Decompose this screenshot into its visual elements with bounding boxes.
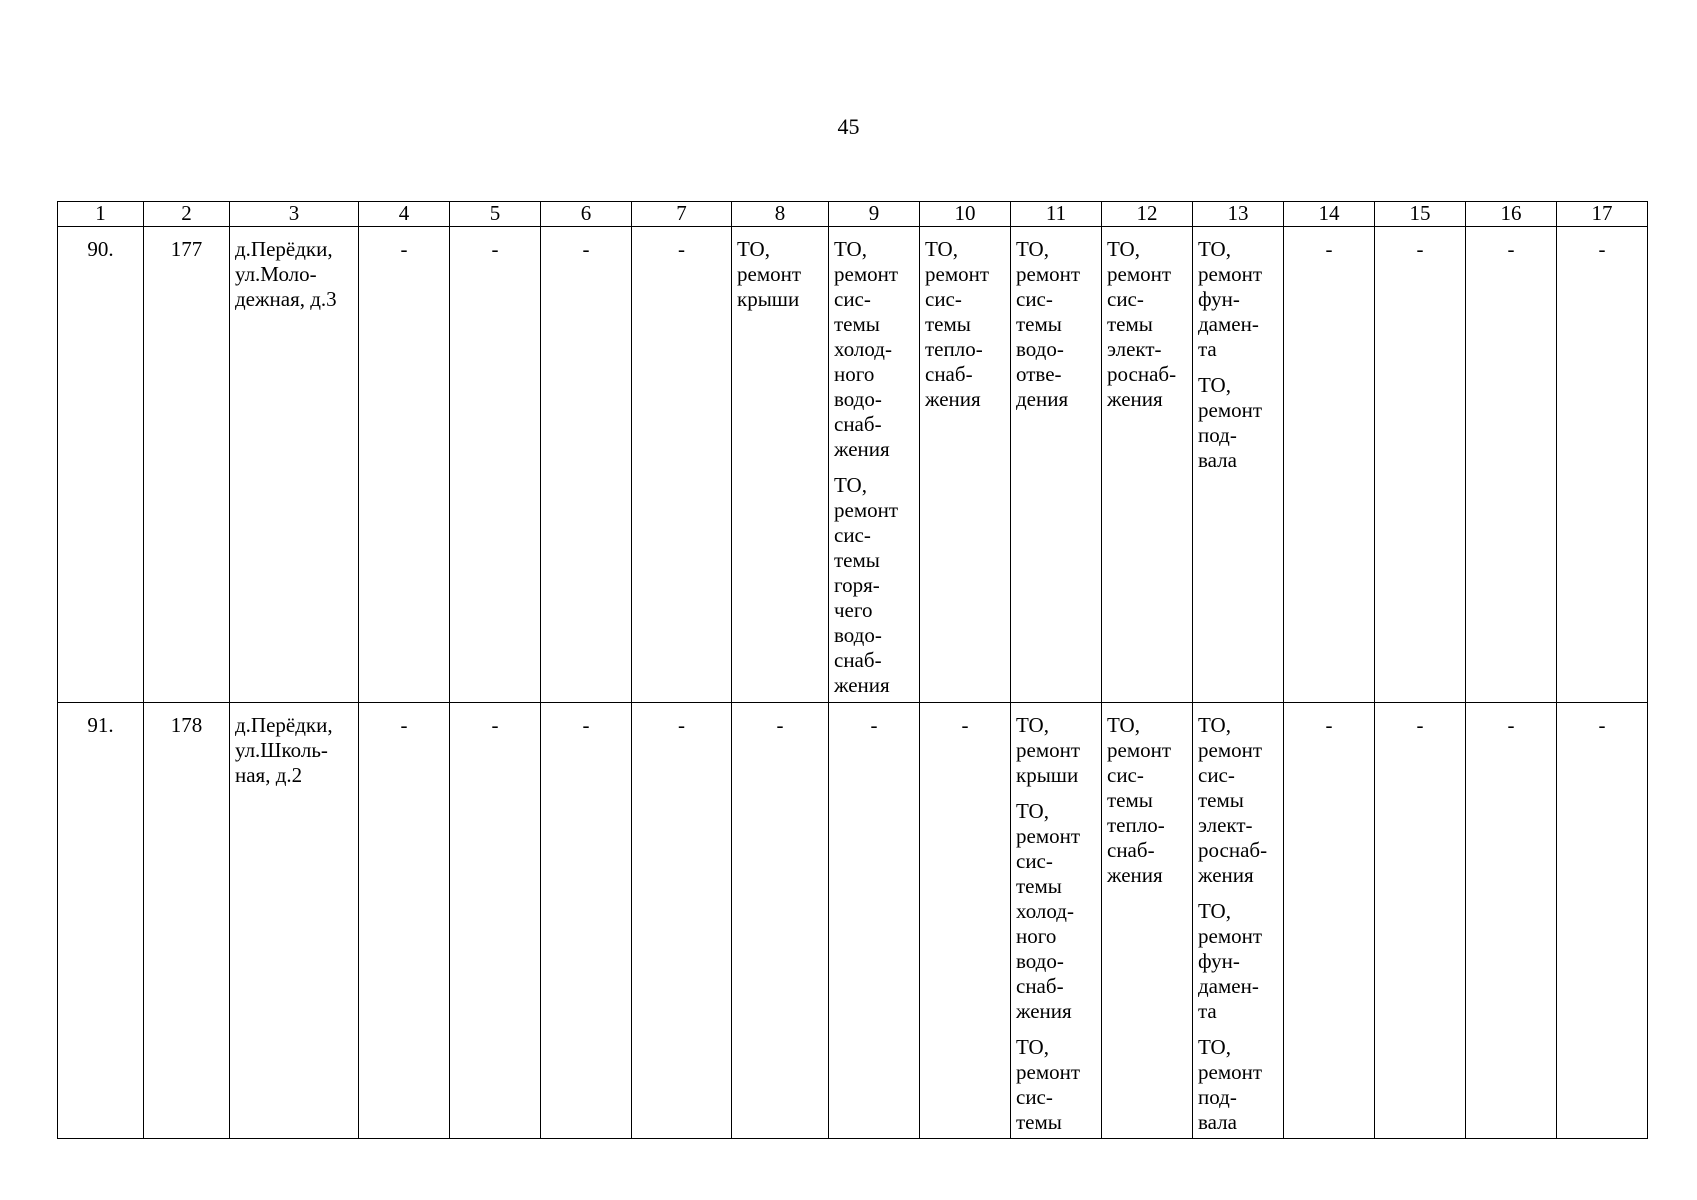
cell-text-block xyxy=(1198,237,1278,362)
cell-text-line: 91. xyxy=(87,713,114,737)
cell-text-line: - xyxy=(870,713,878,737)
cell-text-line: снаб- xyxy=(834,412,882,436)
column-number-header: 17 xyxy=(1557,202,1648,227)
cell-text-line: ремонт xyxy=(1198,262,1263,286)
row-number-cell xyxy=(58,227,144,703)
works-cell xyxy=(829,227,920,703)
works-cell xyxy=(1193,227,1284,703)
cell-text-block xyxy=(834,473,914,698)
cell-text-line: фун- xyxy=(1198,287,1240,311)
cell-text-line: снаб- xyxy=(1107,838,1155,862)
empty-dash-cell xyxy=(1375,227,1466,703)
cell-text-line: сис- xyxy=(1016,1085,1053,1109)
cell-text-line: 177 xyxy=(170,237,203,261)
works-cell xyxy=(732,227,829,703)
cell-text-line: сис- xyxy=(1016,849,1053,873)
cell-text-line: ремонт xyxy=(1198,924,1263,948)
cell-text-line: ТО, xyxy=(925,237,958,261)
cell-text-block xyxy=(235,237,353,312)
empty-dash-cell xyxy=(732,703,829,1139)
table-row xyxy=(58,703,1648,1139)
cell-text-line: ремонт xyxy=(1198,738,1263,762)
cell-text-line: ТО, xyxy=(1198,899,1231,923)
empty-dash-cell xyxy=(1557,227,1648,703)
cell-text-line: темы xyxy=(834,312,880,336)
cell-text-line: ТО, xyxy=(1016,799,1049,823)
column-number-header: 11 xyxy=(1011,202,1102,227)
cell-text-line: водо- xyxy=(1016,949,1064,973)
cell-text-line: роснаб- xyxy=(1198,838,1268,862)
column-number-header: 4 xyxy=(359,202,450,227)
cell-text-line: - xyxy=(582,237,590,261)
cell-text-block xyxy=(1289,237,1369,262)
column-number-header: 6 xyxy=(541,202,632,227)
empty-dash-cell xyxy=(1284,703,1375,1139)
empty-dash-cell xyxy=(359,703,450,1139)
column-number-header: 10 xyxy=(920,202,1011,227)
cell-text-block xyxy=(1016,713,1096,788)
column-number-header: 5 xyxy=(450,202,541,227)
column-number-header: 15 xyxy=(1375,202,1466,227)
cell-text-line: - xyxy=(1325,237,1333,261)
cell-text-line: ремонт xyxy=(1198,1060,1263,1084)
table-row xyxy=(58,227,1648,703)
cell-text-block xyxy=(1380,713,1460,738)
empty-dash-cell xyxy=(829,703,920,1139)
empty-dash-cell xyxy=(541,227,632,703)
cell-text-block xyxy=(637,237,726,262)
cell-text-line: - xyxy=(1325,713,1333,737)
column-number-header: 14 xyxy=(1284,202,1375,227)
column-number-header: 7 xyxy=(632,202,732,227)
cell-text-line: ТО, xyxy=(1198,713,1231,737)
cell-text-block xyxy=(149,713,224,738)
cell-text-line: ного xyxy=(1016,924,1057,948)
cell-text-line: элект- xyxy=(1198,813,1253,837)
cell-text-line: холод- xyxy=(1016,899,1074,923)
cell-text-line: сис- xyxy=(1107,287,1144,311)
cell-text-line: жения xyxy=(1016,999,1072,1023)
cell-text-line: - xyxy=(1507,237,1515,261)
cell-text-block xyxy=(737,237,823,312)
cell-text-line: 178 xyxy=(170,713,203,737)
cell-text-line: ремонт xyxy=(1016,824,1081,848)
cell-text-line: д.Перёдки, xyxy=(235,237,333,261)
cell-text-line: жения xyxy=(1107,863,1163,887)
cell-text-block xyxy=(1107,237,1187,412)
cell-text-line: отве- xyxy=(1016,362,1062,386)
cell-text-line: - xyxy=(491,237,499,261)
cell-text-line: ТО, xyxy=(737,237,770,261)
cell-text-line: ремонт xyxy=(834,498,899,522)
cell-text-block xyxy=(546,713,626,738)
works-table xyxy=(57,201,1648,1139)
column-number-header: 2 xyxy=(144,202,230,227)
header-row xyxy=(58,202,1648,227)
page-number: 45 xyxy=(837,114,860,139)
cell-text-line: водо- xyxy=(1016,337,1064,361)
column-number-header: 9 xyxy=(829,202,920,227)
cell-text-line: ремонт xyxy=(1198,398,1263,422)
cell-text-line: ремонт xyxy=(834,262,899,286)
cell-text-block xyxy=(1562,713,1642,738)
cell-text-line: жения xyxy=(925,387,981,411)
address-cell xyxy=(230,227,359,703)
column-number-header: 12 xyxy=(1102,202,1193,227)
cell-text-block xyxy=(63,713,138,738)
cell-text-line: ТО, xyxy=(834,237,867,261)
cell-text-block xyxy=(637,713,726,738)
cell-text-line: жения xyxy=(1107,387,1163,411)
cell-text-line: сис- xyxy=(1107,763,1144,787)
cell-text-line: ТО, xyxy=(1198,1035,1231,1059)
empty-dash-cell xyxy=(359,227,450,703)
cell-text-line: сис- xyxy=(1016,287,1053,311)
cell-text-line: жения xyxy=(834,673,890,697)
cell-text-line: дамен- xyxy=(1198,312,1259,336)
cell-text-block xyxy=(1198,1035,1278,1135)
cell-text-block xyxy=(1198,899,1278,1024)
cell-text-line: 90. xyxy=(87,237,114,261)
empty-dash-cell xyxy=(1375,703,1466,1139)
cell-text-block xyxy=(1016,237,1096,412)
empty-dash-cell xyxy=(632,703,732,1139)
cell-text-line: горя- xyxy=(834,573,880,597)
cell-text-block xyxy=(455,237,535,262)
cell-text-block xyxy=(149,237,224,262)
house-code-cell xyxy=(144,703,230,1139)
cell-text-line: сис- xyxy=(925,287,962,311)
cell-text-line: элект- xyxy=(1107,337,1162,361)
cell-text-line: - xyxy=(1507,713,1515,737)
works-cell xyxy=(1193,703,1284,1139)
cell-text-line: ТО, xyxy=(1016,1035,1049,1059)
empty-dash-cell xyxy=(450,703,541,1139)
cell-text-line: - xyxy=(582,713,590,737)
cell-text-line: ного xyxy=(834,362,875,386)
house-code-cell xyxy=(144,227,230,703)
cell-text-line: - xyxy=(961,713,969,737)
cell-text-block xyxy=(364,713,444,738)
cell-text-line: - xyxy=(776,713,784,737)
row-number-cell xyxy=(58,703,144,1139)
cell-text-line: фун- xyxy=(1198,949,1240,973)
cell-text-line: темы xyxy=(1016,874,1062,898)
cell-text-line: дения xyxy=(1016,387,1069,411)
works-cell xyxy=(1102,703,1193,1139)
cell-text-line: ремонт xyxy=(1016,738,1081,762)
cell-text-line: дамен- xyxy=(1198,974,1259,998)
cell-text-line: крыши xyxy=(737,287,800,311)
cell-text-block xyxy=(834,237,914,462)
cell-text-block xyxy=(1198,373,1278,473)
cell-text-line: - xyxy=(400,713,408,737)
cell-text-line: водо- xyxy=(834,623,882,647)
cell-text-line: - xyxy=(491,713,499,737)
cell-text-line: - xyxy=(1416,713,1424,737)
cell-text-line: под- xyxy=(1198,423,1237,447)
cell-text-line: ремонт xyxy=(1107,262,1172,286)
empty-dash-cell xyxy=(541,703,632,1139)
cell-text-line: вала xyxy=(1198,448,1237,472)
cell-text-line: тепло- xyxy=(1107,813,1165,837)
column-number-header: 1 xyxy=(58,202,144,227)
empty-dash-cell xyxy=(1466,703,1557,1139)
cell-text-block xyxy=(925,237,1005,412)
cell-text-block xyxy=(1107,713,1187,888)
cell-text-line: та xyxy=(1198,999,1217,1023)
empty-dash-cell xyxy=(1466,227,1557,703)
cell-text-line: темы xyxy=(1016,312,1062,336)
cell-text-line: - xyxy=(678,237,685,261)
cell-text-line: темы xyxy=(1107,788,1153,812)
address-cell xyxy=(230,703,359,1139)
cell-text-line: темы xyxy=(1198,788,1244,812)
cell-text-block xyxy=(1198,713,1278,888)
works-cell xyxy=(1102,227,1193,703)
cell-text-line: снаб- xyxy=(834,648,882,672)
cell-text-line: ТО, xyxy=(834,473,867,497)
cell-text-line: снаб- xyxy=(925,362,973,386)
cell-text-line: водо- xyxy=(834,387,882,411)
cell-text-line: темы xyxy=(834,548,880,572)
works-cell xyxy=(1011,227,1102,703)
cell-text-line: темы xyxy=(1016,1110,1062,1134)
empty-dash-cell xyxy=(920,703,1011,1139)
cell-text-line: ТО, xyxy=(1016,237,1049,261)
cell-text-line: роснаб- xyxy=(1107,362,1177,386)
cell-text-line: ул.Моло- xyxy=(235,262,317,286)
cell-text-line: жения xyxy=(834,437,890,461)
cell-text-line: ремонт xyxy=(1016,1060,1081,1084)
cell-text-line: сис- xyxy=(1198,763,1235,787)
cell-text-line: дежная, д.3 xyxy=(235,287,337,311)
cell-text-block xyxy=(63,237,138,262)
cell-text-block xyxy=(737,713,823,738)
cell-text-line: снаб- xyxy=(1016,974,1064,998)
cell-text-line: темы xyxy=(925,312,971,336)
cell-text-line: д.Перёдки, xyxy=(235,713,333,737)
cell-text-line: ремонт xyxy=(925,262,990,286)
cell-text-block xyxy=(925,713,1005,738)
cell-text-block xyxy=(235,713,353,788)
empty-dash-cell xyxy=(1284,227,1375,703)
cell-text-line: вала xyxy=(1198,1110,1237,1134)
cell-text-line: ремонт xyxy=(1016,262,1081,286)
cell-text-block xyxy=(455,713,535,738)
cell-text-block xyxy=(1016,1035,1096,1135)
cell-text-block xyxy=(1471,713,1551,738)
cell-text-line: ремонт xyxy=(1107,738,1172,762)
cell-text-line: - xyxy=(1598,713,1606,737)
cell-text-line: - xyxy=(1416,237,1424,261)
column-number-header: 16 xyxy=(1466,202,1557,227)
cell-text-block xyxy=(1289,713,1369,738)
cell-text-line: - xyxy=(1598,237,1606,261)
cell-text-block xyxy=(834,713,914,738)
empty-dash-cell xyxy=(632,227,732,703)
cell-text-line: темы xyxy=(1107,312,1153,336)
works-cell xyxy=(1011,703,1102,1139)
cell-text-line: сис- xyxy=(834,523,871,547)
cell-text-line: жения xyxy=(1198,863,1254,887)
cell-text-line: крыши xyxy=(1016,763,1079,787)
cell-text-line: чего xyxy=(834,598,873,622)
cell-text-line: ул.Школь- xyxy=(235,738,328,762)
column-number-header: 8 xyxy=(732,202,829,227)
cell-text-line: ТО, xyxy=(1107,713,1140,737)
cell-text-line: тепло- xyxy=(925,337,983,361)
cell-text-line: ремонт xyxy=(737,262,802,286)
cell-text-block xyxy=(1016,799,1096,1024)
cell-text-block xyxy=(1471,237,1551,262)
column-number-header: 3 xyxy=(230,202,359,227)
empty-dash-cell xyxy=(1557,703,1648,1139)
cell-text-line: ТО, xyxy=(1198,237,1231,261)
cell-text-line: - xyxy=(400,237,408,261)
table-body xyxy=(58,202,1648,1139)
cell-text-line: ТО, xyxy=(1107,237,1140,261)
cell-text-line: ТО, xyxy=(1198,373,1231,397)
cell-text-line: ТО, xyxy=(1016,713,1049,737)
cell-text-block xyxy=(546,237,626,262)
cell-text-block xyxy=(1380,237,1460,262)
cell-text-block xyxy=(364,237,444,262)
works-cell xyxy=(920,227,1011,703)
column-number-header: 13 xyxy=(1193,202,1284,227)
cell-text-line: холод- xyxy=(834,337,892,361)
empty-dash-cell xyxy=(450,227,541,703)
cell-text-line: сис- xyxy=(834,287,871,311)
cell-text-line: под- xyxy=(1198,1085,1237,1109)
cell-text-line: ная, д.2 xyxy=(235,763,303,787)
cell-text-block xyxy=(1562,237,1642,262)
cell-text-line: - xyxy=(678,713,685,737)
cell-text-line: та xyxy=(1198,337,1217,361)
